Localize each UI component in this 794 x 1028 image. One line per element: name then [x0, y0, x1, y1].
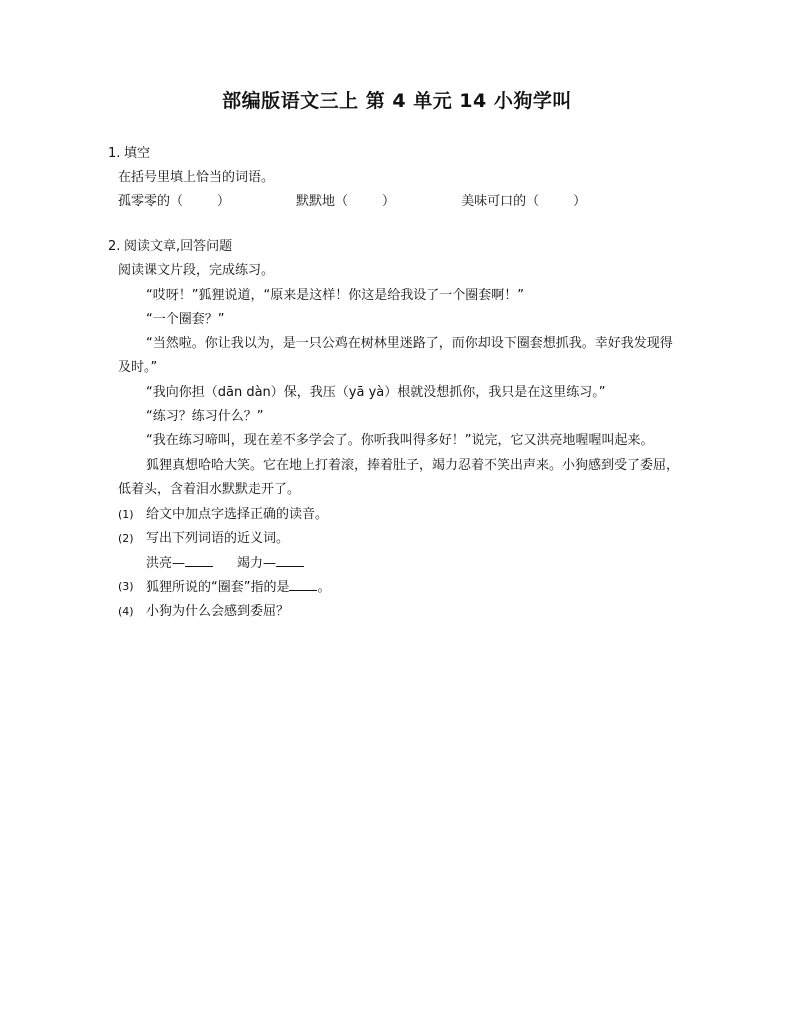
sub-question-number: (1): [118, 508, 134, 521]
sub-question-3-text: 狐狸所说的“圈套”指的是: [146, 580, 290, 595]
q1-item-1-open: 孤零零的（: [118, 194, 184, 209]
passage-line: “我在练习啼叫，现在差不多学会了。你听我叫得多好！”说完，它又洪亮地喔喔叫起来。: [146, 433, 654, 448]
sub-question-3: [146, 578, 331, 597]
passage-line: “一个圈套？”: [146, 312, 225, 327]
q1-item-3-open: 美味可口的（: [461, 194, 540, 209]
sub-question-number: (2): [118, 532, 134, 545]
q1-item-2-close: ）: [382, 194, 396, 209]
sub-question-3-end: 。: [317, 580, 331, 595]
passage-line: 低着头，含着泪水默默走开了。: [118, 482, 301, 497]
sub-question-number: (3): [118, 580, 134, 593]
q1-heading: 填空: [124, 146, 151, 161]
passage-line: “哎呀！”狐狸说道，“原来是这样！你这是给我设了一个圈套啊！”: [146, 288, 524, 303]
page-title: 部编版语文三上 第 4 单元 14 小狗学叫: [222, 90, 572, 112]
sub-question-1: 给文中加点字选择正确的读音。: [146, 507, 329, 522]
answer-blank[interactable]: [289, 578, 317, 591]
passage-line: “练习？练习什么？”: [146, 409, 264, 424]
passage-line: “当然啦。你让我以为，是一只公鸡在树林里迷路了，而你却设下圈套想抓我。幸好我发现得: [146, 336, 673, 351]
q1-item-3-close: ）: [573, 194, 587, 209]
q1-fill-items: [118, 193, 586, 211]
q2-number: 2.: [108, 239, 121, 254]
synonym-b: 竭力—: [237, 556, 277, 571]
q1-item-2-open: 默默地（: [296, 194, 349, 209]
synonym-a: 洪亮—: [146, 556, 186, 571]
passage-line: “我向你担（dān dàn）保，我压（yā yà）根就没想抓你，我只是在这里练习。”: [146, 385, 606, 400]
q2-instruction: 阅读课文片段，完成练习。: [118, 263, 275, 278]
q2-heading: 阅读文章,回答问题: [124, 239, 233, 254]
answer-blank[interactable]: [276, 554, 304, 567]
q1-number: 1.: [108, 146, 121, 161]
sub-question-number: (4): [118, 605, 134, 618]
passage-line: 及时。”: [118, 360, 158, 375]
sub-question-2: 写出下列词语的近义词。: [146, 531, 290, 546]
sub-question-4: 小狗为什么会感到委屈？: [146, 604, 290, 619]
passage-line: 狐狸真想哈哈大笑。它在地上打着滚，捧着肚子，竭力忍着不笑出声来。小狗感到受了委屈，: [146, 458, 680, 473]
q1-instruction: 在括号里填上恰当的词语。: [118, 170, 275, 185]
answer-blank[interactable]: [185, 554, 213, 567]
q1-item-1-close: ）: [217, 194, 231, 209]
synonym-answers: [146, 554, 304, 573]
